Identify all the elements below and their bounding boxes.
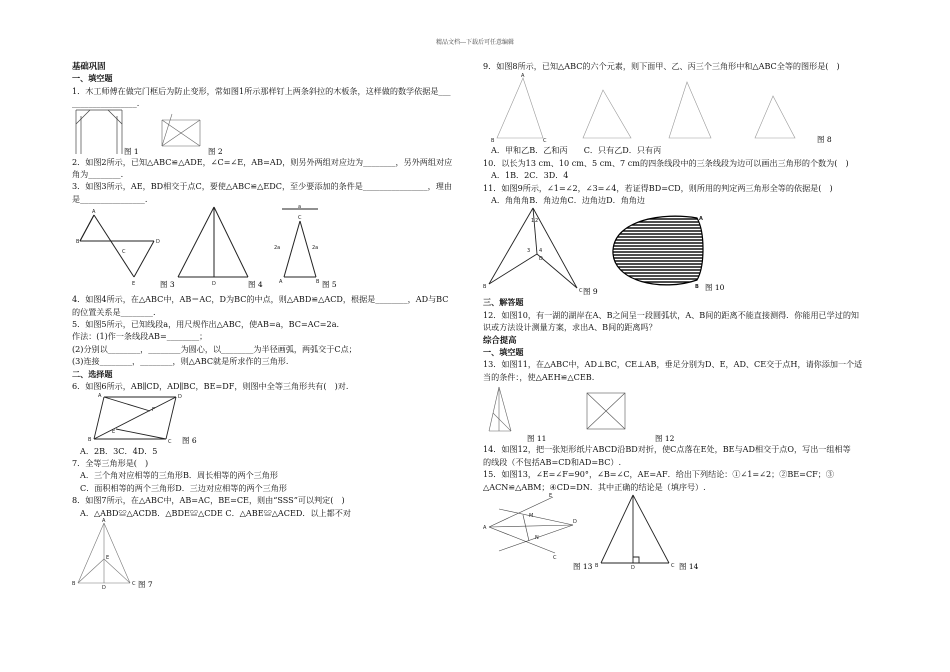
svg-text:N: N: [535, 534, 539, 541]
question-7-options-cd: C．面积相等的两个三角形D．三边对应相等的两个三角形: [80, 482, 287, 493]
svg-text:E: E: [106, 554, 110, 561]
right-column: [483, 60, 883, 569]
svg-text:M: M: [529, 512, 534, 519]
figure-4-caption: 图 4: [248, 280, 263, 290]
figure-row-3-5: [72, 205, 472, 293]
figure-10-caption: 图 10: [705, 283, 725, 293]
svg-text:D: D: [178, 393, 182, 400]
question-12: 12．如图10，有一湖的湖岸在A、B之间呈一段圆弧状，A、B间的距离不能直接测得．你能用已学过的知: [483, 309, 860, 320]
figure-row-13-14: [483, 493, 883, 569]
svg-text:D: D: [539, 256, 543, 263]
svg-text:C: C: [122, 249, 126, 256]
section-subtitle: 二、选择题: [72, 368, 113, 379]
svg-text:A: A: [92, 209, 96, 216]
svg-text:3: 3: [527, 248, 531, 255]
svg-text:A: A: [98, 392, 102, 399]
figure-row-9-10: [483, 206, 883, 296]
question-1: 1．木工师傅在做完门框后为防止变形，常如图1所示那样钉上两条斜拉的木板条，这样做的数学依据是___: [72, 85, 451, 96]
page-header: 精品文档---下载后可任意编辑: [435, 39, 515, 46]
svg-text:B: B: [595, 562, 599, 569]
section-subtitle: 三、解答题: [483, 297, 524, 308]
figure-13-caption: 图 13: [573, 561, 593, 571]
svg-text:D: D: [631, 564, 635, 571]
svg-text:E: E: [549, 492, 553, 499]
svg-text:B: B: [316, 279, 320, 286]
svg-text:A: A: [521, 73, 525, 80]
svg-text:2a: 2a: [312, 245, 319, 252]
svg-text:2a: 2a: [274, 245, 281, 252]
section-title: 综合提高: [483, 334, 517, 345]
question-14-cont: 的线段（不包括AB=CD和AD=BC）.: [483, 456, 622, 467]
figure-9-caption: 图 9: [583, 287, 598, 297]
question-2-cont: 角为________.: [72, 169, 124, 180]
question-7-options-ab: A．三个角对应相等的三角形B．周长相等的两个三角形: [80, 470, 278, 481]
svg-text:C: C: [298, 215, 302, 222]
figure-1-caption: 图 1: [124, 146, 139, 156]
svg-text:B: B: [695, 284, 699, 291]
question-4: 4．如图4所示，在△ABC中，AB＝AC，D为BC的中点，则△ABD≌△ACD，根据是________，AD与BC: [72, 294, 449, 305]
svg-text:B: B: [76, 239, 80, 246]
question-3: 3．如图3所示，AE，BD相交于点C，要使△ABC≌△EDC，至少要添加的条件是________________，理由: [72, 181, 452, 192]
svg-text:B: B: [72, 580, 76, 587]
figure-row-1-2: [72, 110, 472, 156]
question-5-step3: (3)连接________，________，则△ABC就是所求作的三角形.: [72, 356, 289, 367]
svg-text:C: C: [543, 138, 547, 145]
svg-text:2: 2: [535, 218, 539, 225]
figure-row-11-12: [483, 383, 883, 443]
figure-3-caption: 图 3: [160, 280, 175, 290]
figure-6-caption: 图 6: [182, 435, 197, 445]
svg-text:D: D: [573, 518, 577, 525]
figure-2-caption: 图 2: [208, 146, 223, 156]
question-13: 13．如图11，在△ABC中，AD⊥BC，CE⊥AB，垂足分别为D、E，AD、CE交于点H，请你添加一个适: [483, 359, 863, 370]
question-5-step1: 作法：(1)作一条线段AB=________；: [72, 331, 208, 342]
svg-text:E: E: [132, 281, 136, 288]
question-1-cont: ________________.: [72, 98, 140, 109]
question-15: 15．如图13，∠E=∠F=90°，∠B=∠C，AE=AF．给出下列结论：①∠1=∠2；②BE=CF；③: [483, 469, 834, 480]
question-11: 11．如图9所示，∠1=∠2，∠3=∠4，若证得BD=CD，则所用的判定两三角形全等的依据是( ): [483, 182, 833, 193]
left-column: [72, 60, 472, 589]
svg-text:A: A: [279, 279, 283, 286]
question-13-cont: 当的条件：，使△AEH≌△CEB.: [483, 371, 595, 382]
svg-text:B: B: [88, 436, 92, 443]
question-15-cont: △ACN≌△ABM；④CD=DN．其中正确的结论是（填序号）.: [483, 481, 706, 492]
figure-8-caption: 图 8: [817, 135, 832, 145]
question-12-cont: 识或方法设计测量方案，求出A、B间的距离吗？: [483, 322, 657, 333]
figure-6: [72, 393, 472, 445]
question-9: 9．如图8所示，已知△ABC的六个元素，则下面甲、乙、丙三个三角形中和△ABC全等的图形是( ): [483, 61, 840, 71]
question-5: 5．如图5所示，已知线段a，用尺规作出△ABC，使AB=a，BC=AC=2a.: [72, 319, 340, 330]
figure-11-caption: 图 11: [527, 434, 547, 444]
svg-text:D: D: [212, 281, 216, 288]
svg-text:C: C: [168, 438, 172, 445]
svg-text:C: C: [132, 580, 136, 587]
svg-text:1: 1: [531, 218, 535, 225]
svg-text:B: B: [483, 284, 487, 291]
svg-text:C: C: [671, 562, 675, 569]
svg-text:D: D: [156, 239, 160, 246]
question-8-options: A．△ABD≌△ACDB．△BDE≌△CDE C．△ABE≌△ACED．以上都不对: [80, 507, 351, 518]
section-title: 基础巩固: [72, 61, 106, 71]
svg-text:B: B: [491, 138, 495, 145]
figures-3-5: [72, 205, 472, 293]
svg-text:A: A: [483, 524, 487, 531]
svg-text:A: A: [102, 517, 106, 524]
svg-text:a: a: [298, 204, 302, 211]
question-3-cont: 是________________.: [72, 193, 148, 204]
question-5-step2: (2)分别以________，________为圆心，以________为半径画弧，两弧交于C点；: [72, 343, 357, 354]
svg-text:C: C: [579, 288, 583, 295]
question-10-options: A．1B．2C．3D．4: [491, 170, 569, 181]
question-8: 8．如图7所示，在△ABC中，AB=AC，BE=CE，则由“SSS”可以判定( ): [72, 495, 345, 506]
svg-text:F: F: [152, 406, 155, 413]
svg-text:E: E: [112, 428, 116, 435]
figures-1-2: [72, 110, 472, 156]
figure-8: [483, 72, 883, 144]
svg-text:D: D: [102, 584, 106, 591]
question-4-cont: 的位置关系是________.: [72, 306, 156, 317]
svg-text:4: 4: [539, 248, 543, 255]
section-subtitle: 一、填空题: [72, 73, 113, 84]
question-6: 6．如图6所示，AB∥CD，AD∥BC，BE=DF，则图中全等三角形共有( )对.: [72, 381, 349, 392]
question-2: 2．如图2所示，已知△ABC≌△ADE，∠C=∠E，AB=AD，则另外两组对应边为________，另外两组对应: [72, 156, 453, 167]
question-9-options: A．甲和乙B．乙和丙 C．只有乙D．只有丙: [491, 145, 662, 156]
section-subtitle: 一、填空题: [483, 347, 524, 358]
question-11-options: A．角角角B．角边角C．边角边D．角角边: [491, 195, 645, 206]
svg-text:A: A: [699, 216, 703, 223]
question-10: 10．以长为13 cm、10 cm、5 cm、7 cm的四条线段中的三条线段为边可以画出三角形的个数为( ): [483, 157, 849, 168]
figure-5-caption: 图 5: [322, 280, 337, 290]
question-14: 14．如图12，把一张矩形纸片ABCD沿BD对折，使C点落在E处，BE与AD相交于点O，写出一组相等: [483, 444, 851, 455]
figure-12-caption: 图 12: [655, 434, 675, 444]
figure-14-caption: 图 14: [679, 561, 699, 571]
question-7: 7．全等三角形是( ): [72, 457, 149, 468]
figure-7-caption: 图 7: [138, 579, 153, 589]
figure-7: [72, 519, 472, 589]
question-6-options: A．2B．3C．4D．5: [80, 445, 158, 456]
svg-text:C: C: [553, 554, 557, 561]
